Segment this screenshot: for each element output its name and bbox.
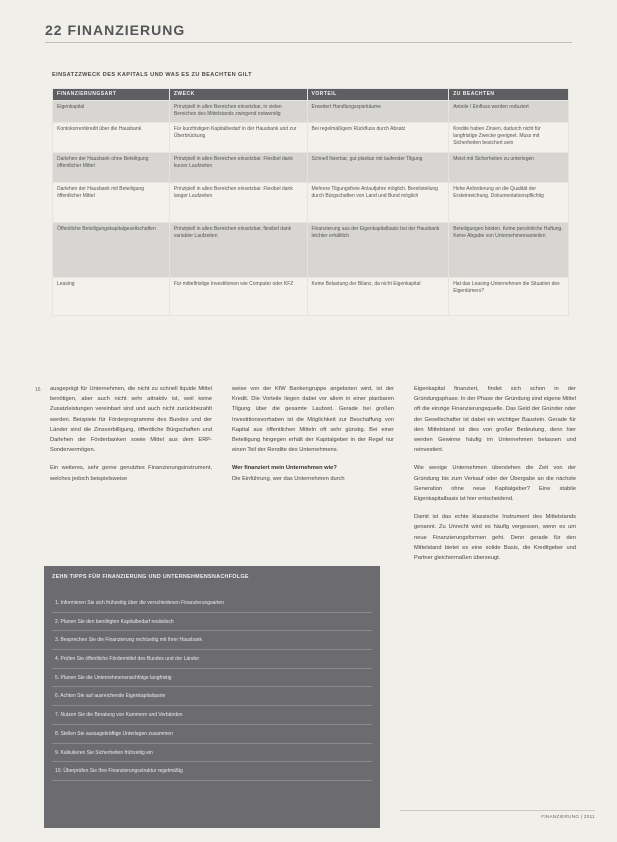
table-row xyxy=(53,183,569,223)
tips-list-item: 4. Prüfen Sie öffentliche Fördermittel des Bundes und der Länder xyxy=(52,650,372,669)
table-row xyxy=(53,278,569,316)
body-paragraph: Ein weiteres, sehr gerne genutztes Finanzierungsinstrument, welches jedoch beispielsweise xyxy=(50,465,212,482)
table-header-cell: ZWECK xyxy=(169,89,307,101)
body-paragraph: Die Einführung, wer das Unternehmen durch xyxy=(232,475,345,482)
tips-list-item: 3. Besprechen Sie die Finanzierung rechtzeitig mit Ihrer Hausbank xyxy=(52,631,372,650)
table-cell: Darlehen der Hausbank mit Beteiligung öffentlicher Mittel xyxy=(53,183,170,223)
tips-list-item: 2. Planen Sie den benötigten Kapitalbedarf realistisch xyxy=(52,613,372,632)
body-paragraph: weise von der KfW Bankengruppe angeboten wird, ist der Kredit. Die Vorteile liegen dabei vor allem in einer planbaren Tilgung über die gesamte Laufzeit. Gerade bei großen Investitionsvorhaben ist die Möglichkeit zur Beschaffung von Kapital aus öffentlichen Mitteln oft sehr günstig. Bei einer Beteiligung hingegen erhält der Kapitalgeber in der Regel nur einen Teil der Rendite des Unternehmens. xyxy=(232,386,394,454)
table-cell: Öffentliche Beteiligungskapitalgesellschaften xyxy=(53,223,170,278)
tips-title: ZEHN TIPPS FÜR FINANZIERUNG UND UNTERNEHMENSNACHFOLGE xyxy=(52,574,249,580)
table-cell: Schnell fixierbar, gut planbar mit laufender Tilgung xyxy=(307,153,449,183)
body-paragraph: Wie wenige Unternehmen überstehen die Zeit von der Gründung bis zum Verkauf oder der Übergabe an die nächste Generation ohne neue Kapitalgeber? Eine stabile Eigenkapitalbasis ist hier entscheidend. xyxy=(414,465,576,503)
table-header-cell: ZU BEACHTEN xyxy=(449,89,569,101)
table-cell: Prinzipiell in allen Bereichen einsetzbar, flexibel dank variabler Laufzeiten xyxy=(169,223,307,278)
table-cell: Beteiligungen binden. Keine persönliche Haftung. Keine Abgabe von Unternehmensanteilen xyxy=(449,223,569,278)
table-cell: Prinzipiell in allen Bereichen einsetzbar. Flexibel dank kurzer Laufzeiten xyxy=(169,153,307,183)
page-footer: FINANZIERUNG | 2011 xyxy=(541,814,595,819)
table-cell: Leasing xyxy=(53,278,170,316)
financing-table xyxy=(52,88,569,316)
title-divider xyxy=(45,42,572,43)
tips-list-item: 5. Planen Sie die Unternehmensnachfolge langfristig xyxy=(52,669,372,688)
table-cell: Hat das Leasing-Unternehmen die Situation des Eigentümers? xyxy=(449,278,569,316)
table-header-cell: VORTEIL xyxy=(307,89,449,101)
tips-list-item: 6. Achten Sie auf ausreichende Eigenkapitalquote xyxy=(52,687,372,706)
table-cell: Für kurzfristigen Kapitalbedarf in der Hausbank und zur Überbrückung xyxy=(169,123,307,153)
text-column-1 xyxy=(50,384,212,492)
table-cell: Kredite haben Zinsen, dadurch nicht für langfristige Zwecke geeignet. Muss mit Sicherheiten besichert sein xyxy=(449,123,569,153)
table-cell: Meist mit Sicherheiten zu unterlegen xyxy=(449,153,569,183)
table-cell: Für mittelfristige Investitionen wie Computer oder KFZ xyxy=(169,278,307,316)
body-paragraph: Eigenkapital finanziert, findet sich schon in der Gründungsphase. In der Phase der Gründung sind eigene Mittel oft die einzige Finanzierungsquelle. Das Geld der Gründer oder der Gesellschafter ist dabei ein wichtiger Baustein. Gerade für den Mittelstand ist dies von großer Bedeutung, denn hier werden Gewinne häufig im Unternehmen belassen und reinvestiert. xyxy=(414,386,576,454)
table-row xyxy=(53,101,569,123)
page-number: 16 xyxy=(35,387,41,393)
table-cell: Prinzipiell in allen Bereichen einsetzbar. Flexibel dank langer Laufzeiten xyxy=(169,183,307,223)
table-cell: Darlehen der Hausbank ohne Beteiligung öffentlicher Mittel xyxy=(53,153,170,183)
table-heading: EINSATZZWECK DES KAPITALS UND WAS ES ZU BEACHTEN GILT xyxy=(52,72,252,78)
table-header-row xyxy=(53,89,569,101)
table-cell: Kontokorrentkredit über die Hausbank xyxy=(53,123,170,153)
table-cell: Eigenkapital xyxy=(53,101,170,123)
table-cell: Erweitert Handlungsspielräume xyxy=(307,101,449,123)
page-title: 22 FINANZIERUNG xyxy=(45,22,186,38)
text-column-2 xyxy=(232,384,394,492)
table-cell: Bei regelmäßigem Rückfluss durch Absatz xyxy=(307,123,449,153)
table-cell: Finanzierung aus der Eigenkapitalbasis bei der Hausbank leichter erhältlich xyxy=(307,223,449,278)
section-subheading: Wer finanziert mein Unternehmen wie? xyxy=(232,465,337,472)
body-paragraph: Damit ist das echte klassische Instrument des Mittelstands genannt. Zu Unrecht wird es häufig vergessen, wenn es um neue Finanzierungsformen geht. Denn gerade für den Mittelstand bietet es eine solide Basis, die Kreditgeber und Partner gleichermaßen überzeugt. xyxy=(414,514,576,562)
tips-list-item: 7. Nutzen Sie die Beratung von Kammern und Verbänden xyxy=(52,706,372,725)
table-row xyxy=(53,223,569,278)
table-header-cell: FINANZIERUNGSART xyxy=(53,89,170,101)
footer-divider xyxy=(400,810,595,811)
table-row xyxy=(53,123,569,153)
table-cell: Mehrere Tilgungsfreie Anlaufjahre möglich. Bereitstellung durch Bürgschaften von Land und Bund möglich xyxy=(307,183,449,223)
tips-list-item: 1. Informieren Sie sich frühzeitig über die verschiedenen Finanzierungsarten xyxy=(52,594,372,613)
tips-list-item: 10. Überprüfen Sie Ihre Finanzierungsstruktur regelmäßig xyxy=(52,762,372,781)
table-cell: Anteile / Einfluss werden reduziert xyxy=(449,101,569,123)
text-column-3 xyxy=(414,384,576,571)
table-row xyxy=(53,153,569,183)
tips-box xyxy=(44,566,380,828)
tips-list-item: 9. Kalkulieren Sie Sicherheiten frühzeitig ein xyxy=(52,744,372,763)
tips-list-item: 8. Stellen Sie aussagekräftige Unterlagen zusammen xyxy=(52,725,372,744)
table-cell: Hohe Anforderung an die Qualität der Ersteinreichung. Dokumentationspflichtig xyxy=(449,183,569,223)
table-cell: Keine Belastung der Bilanz, da nicht Eigenkapital xyxy=(307,278,449,316)
tips-list xyxy=(52,594,372,781)
table-cell: Prinzipiell in allen Bereichen einsetzbar, in vielen Bereichen des Mittelstands zwingend notwendig xyxy=(169,101,307,123)
body-paragraph: ausgeprägt für Unternehmen, die nicht zu schnell liquide Mittel benötigen, aber auch nicht sehr attraktiv ist, weil keine Zusatzleistungen vereinbart sind und auch nicht zurückbezahlt werden. Beispiele für Förderprogramme des Bundes und der Länder sind die Zinsverbilligung, öffentliche Bürgschaften und Darlehen der Förderbanken sowie Mittel aus dem ERP-Sondervermögen. xyxy=(50,386,212,454)
